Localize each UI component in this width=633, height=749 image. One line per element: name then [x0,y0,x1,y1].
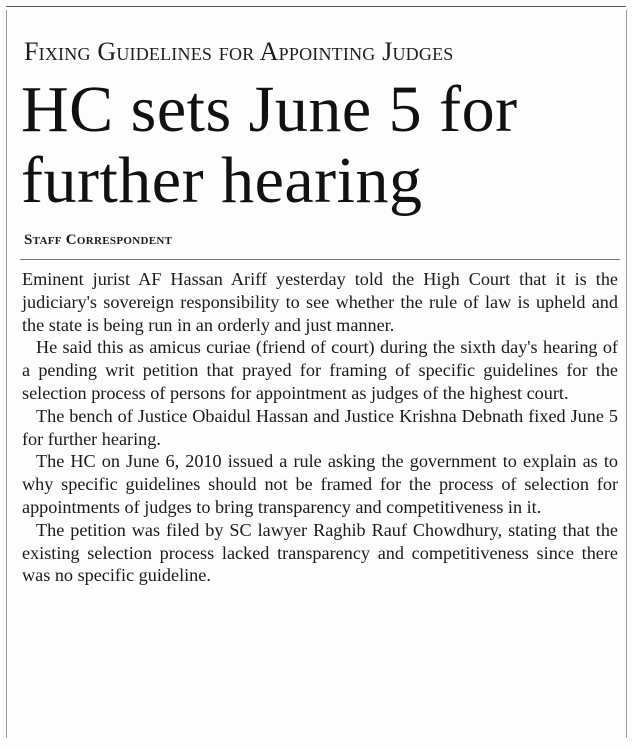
byline-rule [20,259,620,260]
article-body [22,268,618,587]
article-paragraph: Eminent jurist AF Hassan Ariff yesterday told the High Court that it is the judiciary's sovereign responsibility to see whether the rule of law is upheld and the state is being run in an orderly and just manner. [22,269,618,335]
article-paragraph: The petition was filed by SC lawyer Raghib Rauf Chowdhury, stating that the existing selection process lacked transparency and competitiveness since there was no specific guideline. [22,519,618,586]
article-byline: Staff Correspondent [24,232,173,248]
article-paragraph: The bench of Justice Obaidul Hassan and Justice Krishna Debnath fixed June 5 for further hearing. [22,405,618,449]
article-kicker: Fixing Guidelines for Appointing Judges [24,37,454,66]
article-paragraph: He said this as amicus curiae (friend of court) during the sixth day's hearing of a pending writ petition that prayed for framing of specific guidelines for the selection process of persons for appointment as judges of the highest court. [22,337,618,403]
right-column-rule [626,10,627,738]
top-rule [6,6,626,7]
article-paragraph: The HC on June 6, 2010 issued a rule asking the government to explain as to why specific guidelines should not be framed for the process of selection for appointments of judges to bring transparency and competitiveness in it. [22,451,618,517]
article-headline: HC sets June 5 for further hearing [21,73,518,217]
left-column-rule [6,10,7,738]
